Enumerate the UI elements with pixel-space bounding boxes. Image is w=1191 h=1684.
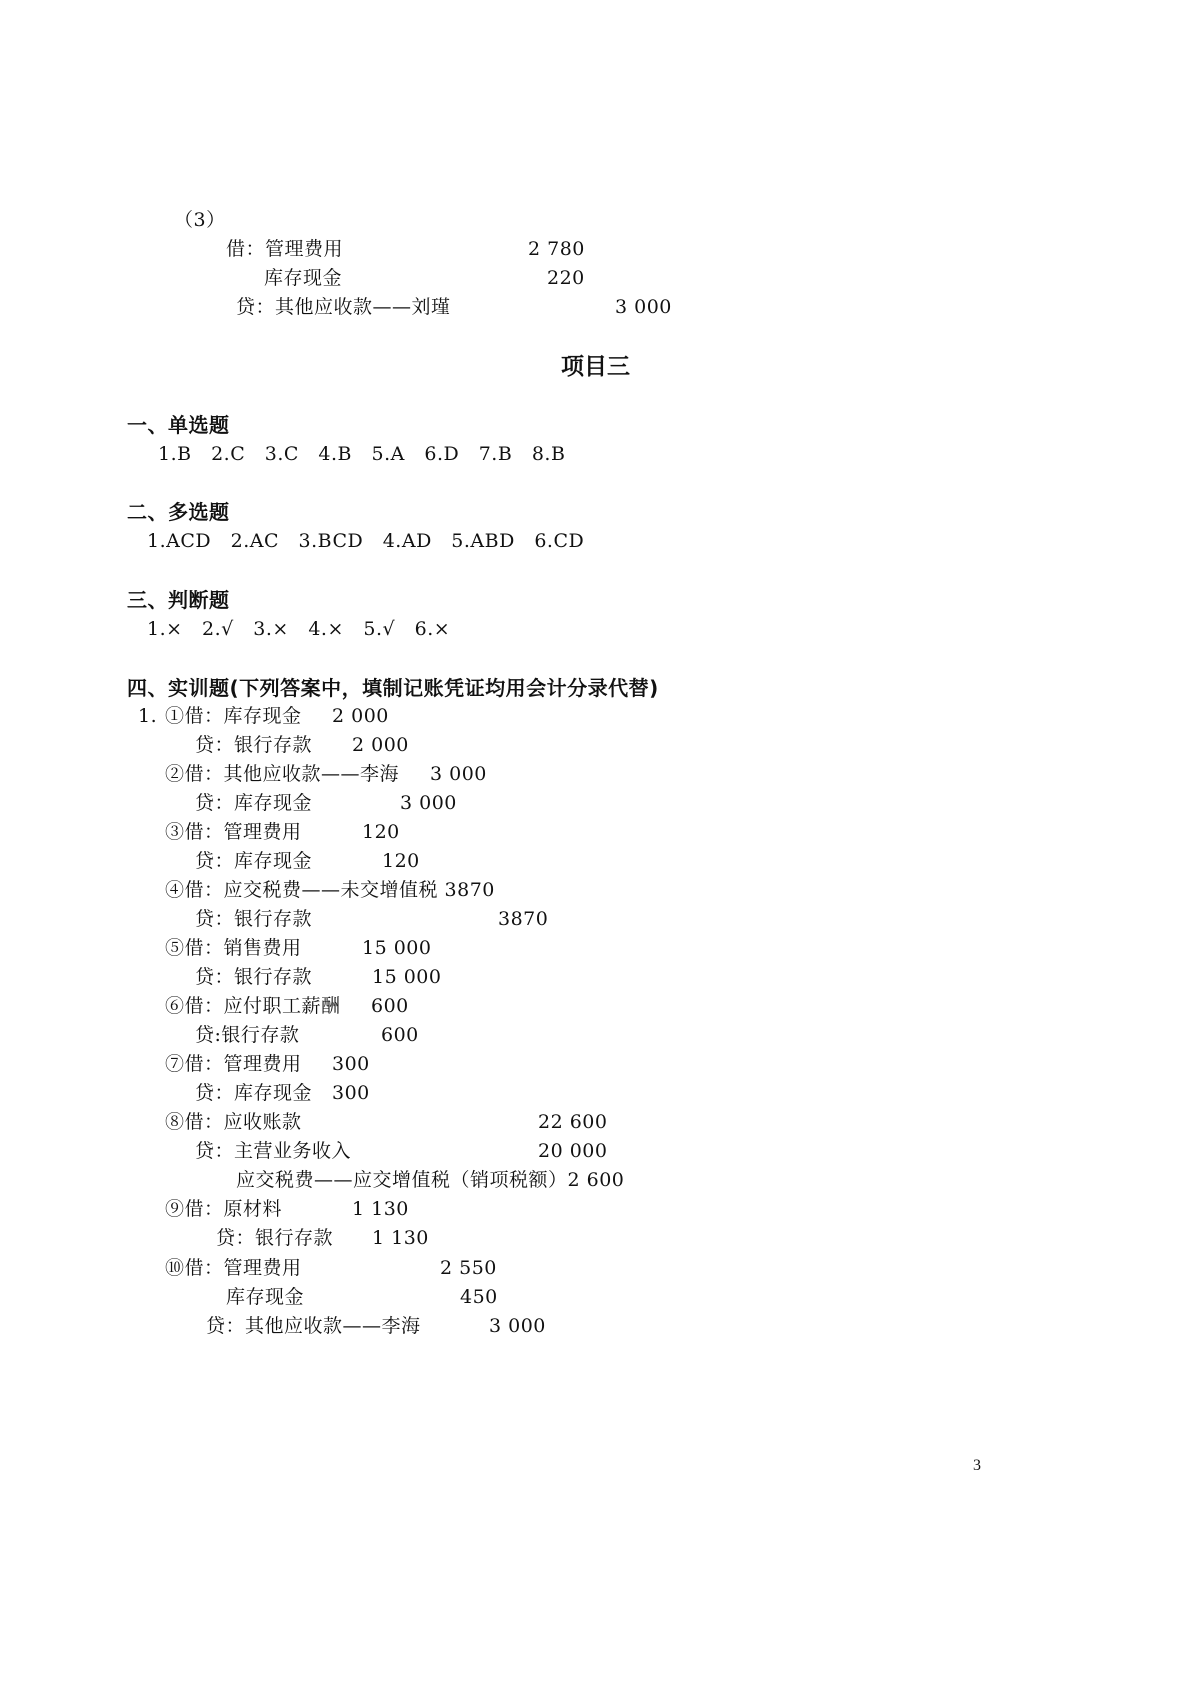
debit-line: 库存现金 (264, 267, 343, 289)
entry-credit: 贷：主营业务收入 (195, 1140, 352, 1162)
entry-amount: 120 (382, 850, 420, 872)
entry-credit: 贷：库存现金 (195, 792, 313, 814)
entry-debit: 库存现金 (226, 1286, 305, 1308)
section-heading-single-choice: 一、单选题 (127, 413, 230, 437)
debit-line: 借：管理费用 (226, 238, 344, 260)
section-heading-practice: 四、实训题(下列答案中，填制记账凭证均用会计分录代替) (127, 676, 659, 700)
entry-amount: 600 (381, 1024, 419, 1046)
entry-amount: 22 600 (538, 1111, 608, 1133)
multi-choice-answers: 1.ACD 2.AC 3.BCD 4.AD 5.ABD 6.CD (147, 530, 585, 552)
entry-credit: 贷：其他应收款——李海 (206, 1315, 421, 1337)
entry-amount: 15 000 (372, 966, 442, 988)
subsection-label: （3） (174, 209, 226, 231)
entry-debit: ④借：应交税费——未交增值税 3870 (165, 879, 495, 901)
amount: 220 (547, 267, 585, 289)
entry-amount: 3 000 (489, 1315, 546, 1337)
entry-debit: ①借：库存现金 (165, 705, 302, 727)
entry-amount: 15 000 (362, 937, 432, 959)
entry-amount: 300 (332, 1053, 370, 1075)
entry-debit: ⑨借：原材料 (165, 1198, 283, 1220)
entry-debit: ⑩借：管理费用 (165, 1257, 302, 1279)
entry-credit: 贷：银行存款 (195, 908, 313, 930)
entry-amount: 300 (332, 1082, 370, 1104)
entry-credit: 贷:银行存款 (195, 1024, 300, 1046)
entry-credit: 贷：银行存款 (195, 966, 313, 988)
entry-amount: 3 000 (430, 763, 487, 785)
entry-debit: ⑤借：销售费用 (165, 937, 302, 959)
project-title: 项目三 (561, 354, 630, 380)
entry-debit: ⑥借：应付职工薪酬 (165, 995, 341, 1017)
entry-credit: 贷：库存现金 (195, 1082, 313, 1104)
entry-amount: 600 (371, 995, 409, 1017)
entry-credit: 贷：银行存款 (216, 1227, 334, 1249)
entry-amount: 2 550 (440, 1257, 497, 1279)
entry-debit: ⑧借：应收账款 (165, 1111, 302, 1133)
entry-amount: 2 000 (352, 734, 409, 756)
entry-credit: 贷：银行存款 (195, 734, 313, 756)
section-heading-true-false: 三、判断题 (127, 588, 230, 612)
question-number: 1. (138, 705, 158, 727)
entry-credit: 贷：库存现金 (195, 850, 313, 872)
entry-debit: ③借：管理费用 (165, 821, 302, 843)
entry-amount: 20 000 (538, 1140, 608, 1162)
entry-amount: 3870 (498, 908, 549, 930)
entry-amount: 2 000 (332, 705, 389, 727)
page-number: 3 (973, 1457, 981, 1474)
single-choice-answers: 1.B 2.C 3.C 4.B 5.A 6.D 7.B 8.B (158, 443, 566, 465)
true-false-answers: 1.× 2.√ 3.× 4.× 5.√ 6.× (147, 618, 451, 640)
amount: 2 780 (528, 238, 585, 260)
entry-debit: ⑦借：管理费用 (165, 1053, 302, 1075)
entry-amount: 3 000 (400, 792, 457, 814)
entry-amount: 120 (362, 821, 400, 843)
entry-amount: 1 130 (352, 1198, 409, 1220)
section-heading-multi-choice: 二、多选题 (127, 500, 230, 524)
entry-debit: ②借：其他应收款——李海 (165, 763, 400, 785)
entry-amount: 450 (460, 1286, 498, 1308)
credit-line: 贷：其他应收款——刘瑾 (236, 296, 451, 318)
entry-credit: 应交税费——应交增值税（销项税额）2 600 (236, 1169, 625, 1191)
amount: 3 000 (615, 296, 672, 318)
entry-amount: 1 130 (372, 1227, 429, 1249)
